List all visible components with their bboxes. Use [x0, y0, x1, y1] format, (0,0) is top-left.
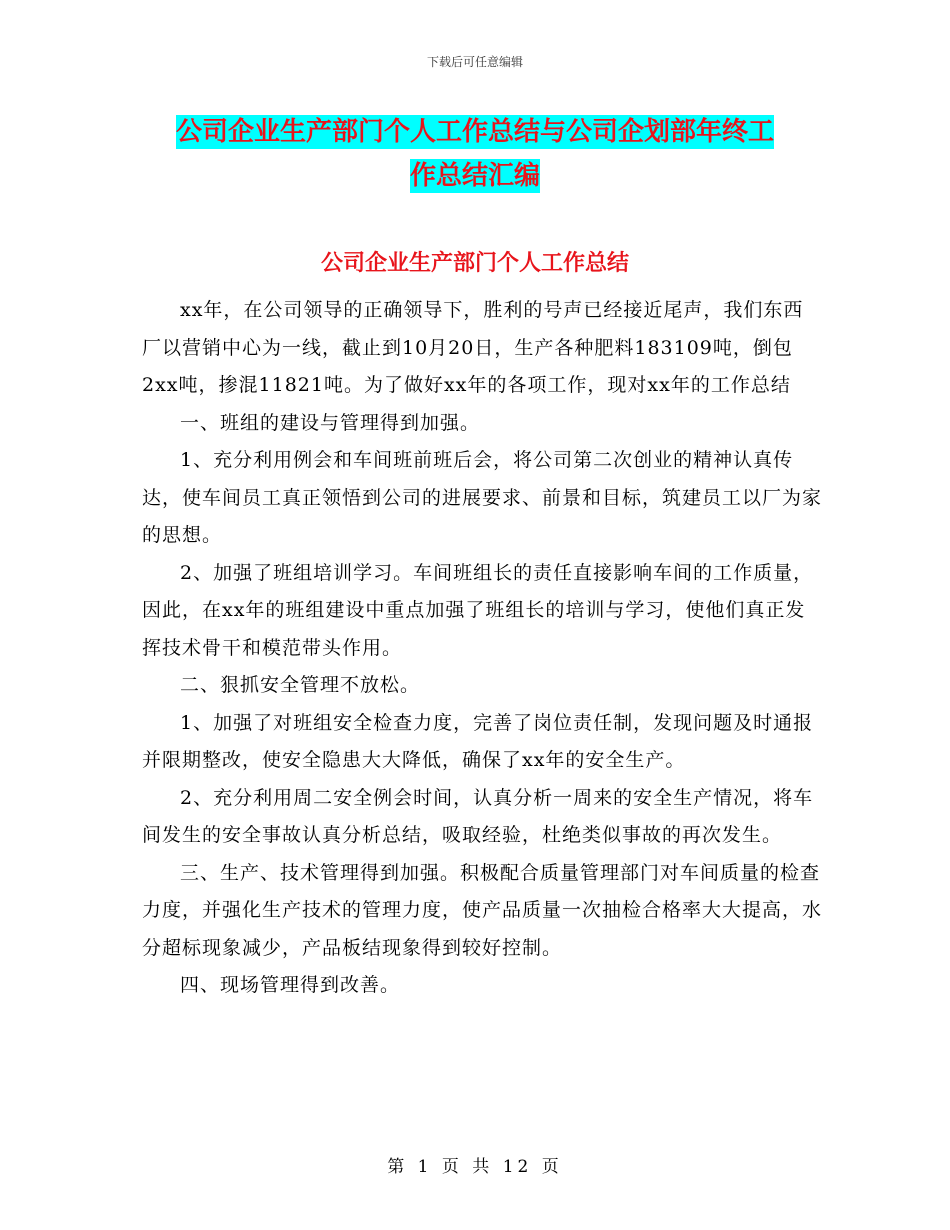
title-line-2: 作总结汇编 [409, 161, 540, 191]
document-title [100, 110, 850, 198]
paragraph-1-2: 2、加强了班组培训学习。车间班组长的责任直接影响车间的工作质量，因此，在xx年的班组建设中重点加强了班组长的培训与学习，使他们真正发挥技术骨干和模范带头作用。 [142, 561, 814, 659]
paragraph-1-1: 1、充分利用例会和车间班前班后会，将公司第二次创业的精神认真传达，使车间员工真正领悟到公司的进展要求、前景和目标，筑建员工以厂为家的思想。 [142, 449, 823, 546]
section-title: 公司企业生产部门个人工作总结 [320, 251, 629, 276]
paragraph-heading-4: 四、现场管理得到改善。 [180, 974, 401, 996]
paragraph-2-2: 2、充分利用周二安全例会时间，认真分析一周来的安全生产情况，将车间发生的安全事故认真分析总结，吸取经验，杜绝类似事故的再次发生。 [142, 786, 814, 846]
header-note: 下载后可任意编辑 [426, 55, 523, 69]
page-footer: 第 1 页 共 12 页 [387, 1157, 563, 1177]
paragraph-heading-3: 三、生产、技术管理得到加强。积极配合质量管理部门对车间质量的检查力度，并强化生产技术的管理力度，使产品质量一次抽检合格率大大提高，水分超标现象减少，产品板结现象得到较好控制。 [142, 861, 823, 959]
title-line-1: 公司企业生产部门个人工作总结与公司企划部年终工 [175, 117, 774, 147]
paragraph-intro: xx年，在公司领导的正确领导下，胜利的号声已经接近尾声，我们东西厂以营销中心为一线，截止到10月20日，生产各种肥料183109吨，倒包2xx吨，掺混11821吨。为了做好xx年的各项工作，现对xx年的工作总结 [142, 299, 804, 396]
paragraph-heading-1: 一、班组的建设与管理得到加强。 [180, 411, 481, 434]
paragraph-heading-2: 二、狠抓安全管理不放松。 [180, 674, 421, 696]
paragraph-2-1: 1、加强了对班组安全检查力度，完善了岗位责任制，发现问题及时通报并限期整改，使安全隐患大大降低，确保了xx年的安全生产。 [142, 711, 814, 771]
document-body [142, 292, 822, 1005]
